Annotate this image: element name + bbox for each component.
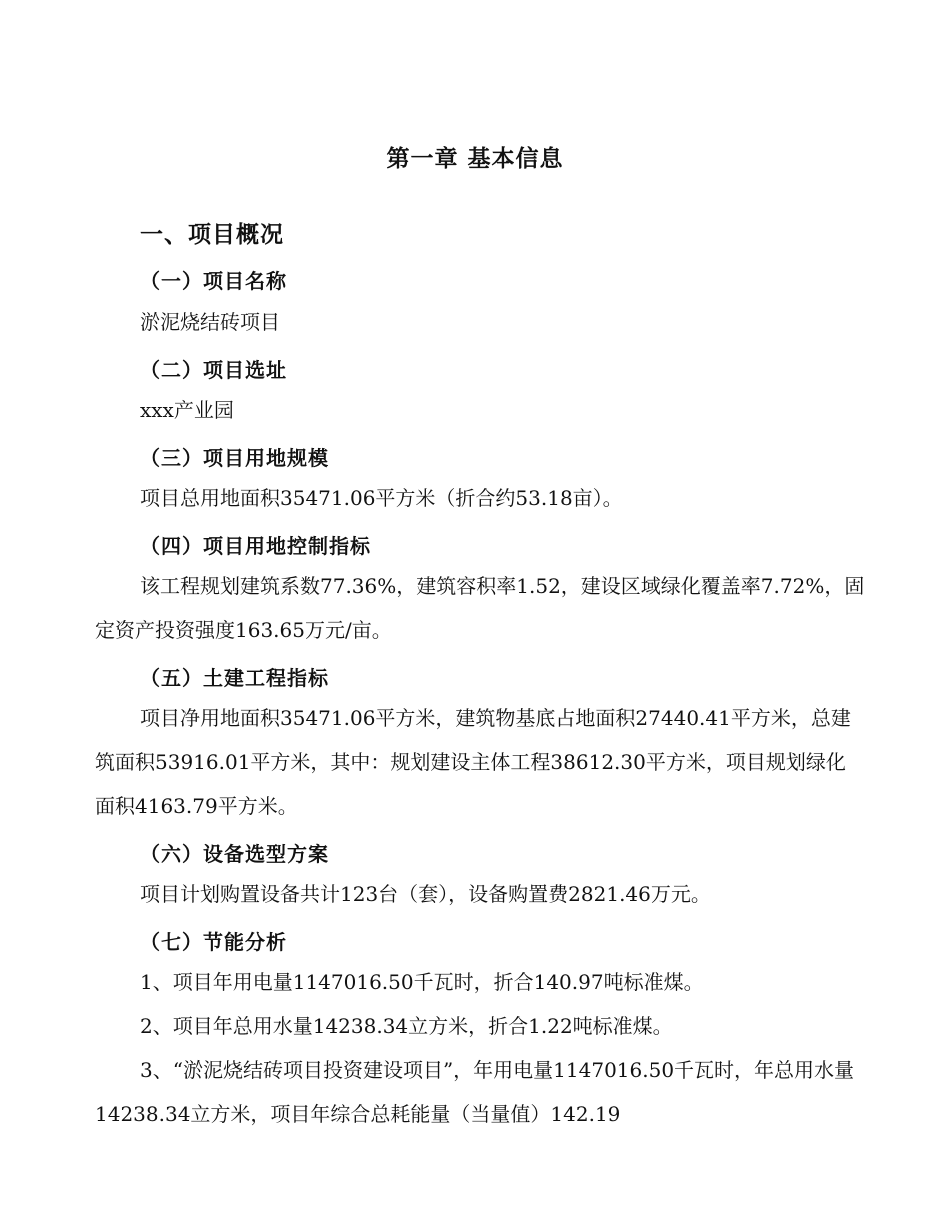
equipment-text: 项目计划购置设备共计123台（套），设备购置费2821.46万元。	[140, 882, 711, 906]
project-location-text: xxx产业园	[140, 398, 234, 422]
civil-engineering-text: 项目净用地面积35471.06平方米，建筑物基底占地面积27440.41平方米，总建筑面积53916.01平方米，其中：规划建设主体工程38612.30平方米，项目规划绿化面积4163.79平方米。	[95, 706, 851, 818]
subheading-energy-analysis: （七）节能分析	[140, 930, 287, 954]
subheading-equipment: （六）设备选型方案	[140, 842, 329, 866]
energy-item-1: 1、项目年用电量1147016.50千瓦时，折合140.97吨标准煤。	[140, 970, 704, 994]
section-title: 一、项目概况	[140, 222, 284, 248]
energy-item-2: 2、项目年总用水量14238.34立方米，折合1.22吨标准煤。	[140, 1014, 673, 1038]
subheading-land-control: （四）项目用地控制指标	[140, 534, 371, 558]
subheading-civil-engineering: （五）土建工程指标	[140, 666, 329, 690]
energy-item-3: 3、“淤泥烧结砖项目投资建设项目”，年用电量1147016.50千瓦时，年总用水量14238.34立方米，项目年综合总耗能量（当量值）142.19	[95, 1058, 855, 1126]
land-control-text: 该工程规划建筑系数77.36%，建筑容积率1.52，建设区域绿化覆盖率7.72%，固定资产投资强度163.65万元/亩。	[95, 574, 865, 642]
chapter-title: 第一章 基本信息	[386, 146, 564, 172]
land-scale-text: 项目总用地面积35471.06平方米（折合约53.18亩）。	[140, 486, 623, 510]
subheading-project-location: （二）项目选址	[140, 358, 287, 382]
subheading-project-name: （一）项目名称	[140, 269, 287, 293]
project-name-text: 淤泥烧结砖项目	[140, 310, 280, 334]
subheading-land-scale: （三）项目用地规模	[140, 446, 329, 470]
